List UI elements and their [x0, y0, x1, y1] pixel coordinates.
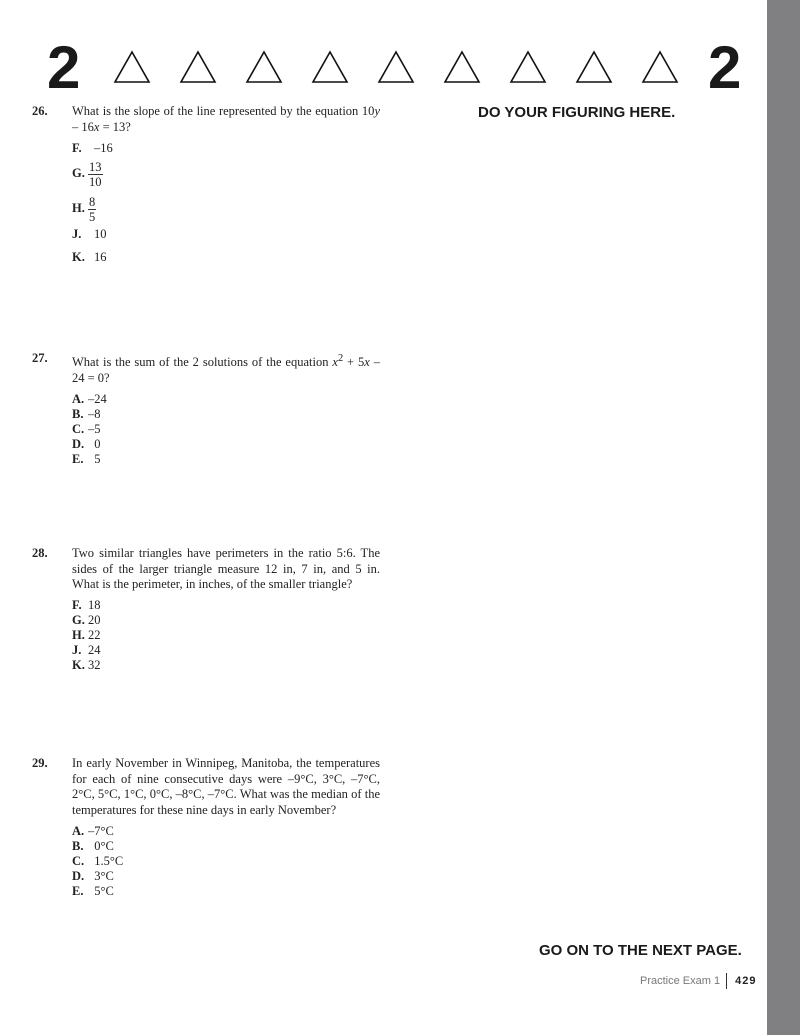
option-value: –7°C [88, 823, 114, 838]
answer-option[interactable] [72, 227, 380, 242]
book-label: Practice Exam 1 [640, 974, 721, 987]
option-letter: E. [72, 451, 84, 466]
triangle-icon [113, 50, 151, 84]
triangle-icon [641, 50, 679, 84]
option-value: 10 [94, 226, 107, 241]
denominator: 5 [89, 209, 96, 224]
option-value: 1.5°C [88, 853, 124, 868]
option-value: 0°C [88, 838, 114, 853]
option-letter: D. [72, 436, 85, 451]
answer-option[interactable] [72, 422, 380, 437]
answer-option[interactable] [72, 659, 380, 674]
answer-options [72, 392, 380, 467]
answer-option[interactable] [72, 629, 380, 644]
option-fraction [88, 195, 96, 224]
option-letter: F. [72, 140, 82, 155]
question-number: 26. [32, 104, 48, 118]
answer-option[interactable] [72, 854, 380, 869]
option-letter: A. [72, 391, 85, 406]
option-letter: D. [72, 868, 85, 883]
question-29 [32, 756, 380, 899]
option-letter: C. [72, 421, 85, 436]
question-text: Two similar triangles have perimeters in the ratio 5:6. The sides of the larger triangle measure 12 in, 7 in, and 5 in. What is the perimeter, in inches, of the smaller triangle? [72, 546, 380, 591]
option-value: 5°C [88, 883, 114, 898]
option-letter: F. [72, 598, 82, 613]
option-value: –8 [88, 406, 101, 421]
answer-option[interactable] [72, 452, 380, 467]
option-letter: G. [72, 613, 85, 628]
page-edge-tab [767, 0, 800, 1035]
go-on-label: GO ON TO THE NEXT PAGE. [539, 942, 742, 959]
answer-option[interactable] [72, 599, 380, 614]
triangle-icon [377, 50, 415, 84]
option-letter: H. [72, 201, 85, 216]
denominator: 10 [89, 174, 102, 189]
option-value: –5 [88, 421, 101, 436]
option-value: –24 [88, 391, 107, 406]
question-27 [32, 351, 380, 467]
option-letter: A. [72, 823, 85, 838]
option-letter: K. [72, 249, 85, 264]
option-value: –16 [94, 140, 113, 155]
question-26 [32, 104, 380, 265]
page-footer [640, 973, 756, 989]
answer-option[interactable] [72, 614, 380, 629]
answer-option[interactable] [72, 250, 380, 265]
option-value: 5 [88, 451, 101, 466]
question-text: In early November in Winnipeg, Manitoba, the temperatures for each of nine consecutive days were –9°C, 3°C, –7°C, 2°C, 5°C, 1°C, 0°C, –8°C, –7°C. What was the median of the temperatures for these nine days in early November? [72, 756, 380, 817]
section-number-left: 2 [47, 34, 81, 101]
question-text: What is the slope of the line represented by the equation 10y – 16x = 13? [72, 104, 380, 134]
option-fraction [88, 160, 103, 189]
option-letter: J. [72, 226, 82, 241]
option-value: 18 [88, 598, 101, 613]
numerator: 8 [89, 194, 96, 209]
section-number-right: 2 [708, 34, 742, 101]
option-value: 16 [94, 249, 107, 264]
option-letter: B. [72, 406, 84, 421]
option-letter: E. [72, 883, 84, 898]
answer-option[interactable] [72, 141, 380, 156]
option-letter: H. [72, 628, 85, 643]
option-letter: C. [72, 853, 85, 868]
option-value: 32 [88, 658, 101, 673]
answer-options [72, 824, 380, 899]
footer-divider [726, 973, 727, 989]
triangle-icon [575, 50, 613, 84]
numerator: 13 [89, 159, 102, 174]
option-letter: J. [72, 643, 82, 658]
option-value: 3°C [88, 868, 114, 883]
question-number: 29. [32, 756, 48, 770]
question-number: 28. [32, 546, 48, 560]
answer-options [72, 141, 380, 265]
option-value: 20 [88, 613, 101, 628]
answer-option[interactable] [72, 884, 380, 899]
answer-option[interactable] [72, 644, 380, 659]
answer-option[interactable] [72, 192, 380, 226]
triangle-icon [179, 50, 217, 84]
option-letter: K. [72, 658, 85, 673]
answer-option[interactable] [72, 157, 380, 191]
triangle-icon [245, 50, 283, 84]
triangle-icon [311, 50, 349, 84]
option-letter: B. [72, 838, 84, 853]
option-letter: G. [72, 166, 85, 181]
option-value: 22 [88, 628, 101, 643]
answer-option[interactable] [72, 869, 380, 884]
answer-option[interactable] [72, 407, 380, 422]
page-number: 429 [735, 974, 757, 987]
question-number: 27. [32, 351, 48, 365]
answer-option[interactable] [72, 437, 380, 452]
option-value: 0 [88, 436, 101, 451]
option-value: 24 [88, 643, 101, 658]
triangle-icon [509, 50, 547, 84]
question-text: What is the sum of the 2 solutions of the equation $x^2 + 5x - 24 = 0$? [72, 353, 381, 385]
question-28 [32, 546, 380, 674]
answer-option[interactable] [72, 392, 380, 407]
answer-options [72, 599, 380, 674]
answer-option[interactable] [72, 824, 380, 839]
figuring-label: DO YOUR FIGURING HERE. [478, 104, 676, 121]
triangle-icon [443, 50, 481, 84]
answer-option[interactable] [72, 839, 380, 854]
